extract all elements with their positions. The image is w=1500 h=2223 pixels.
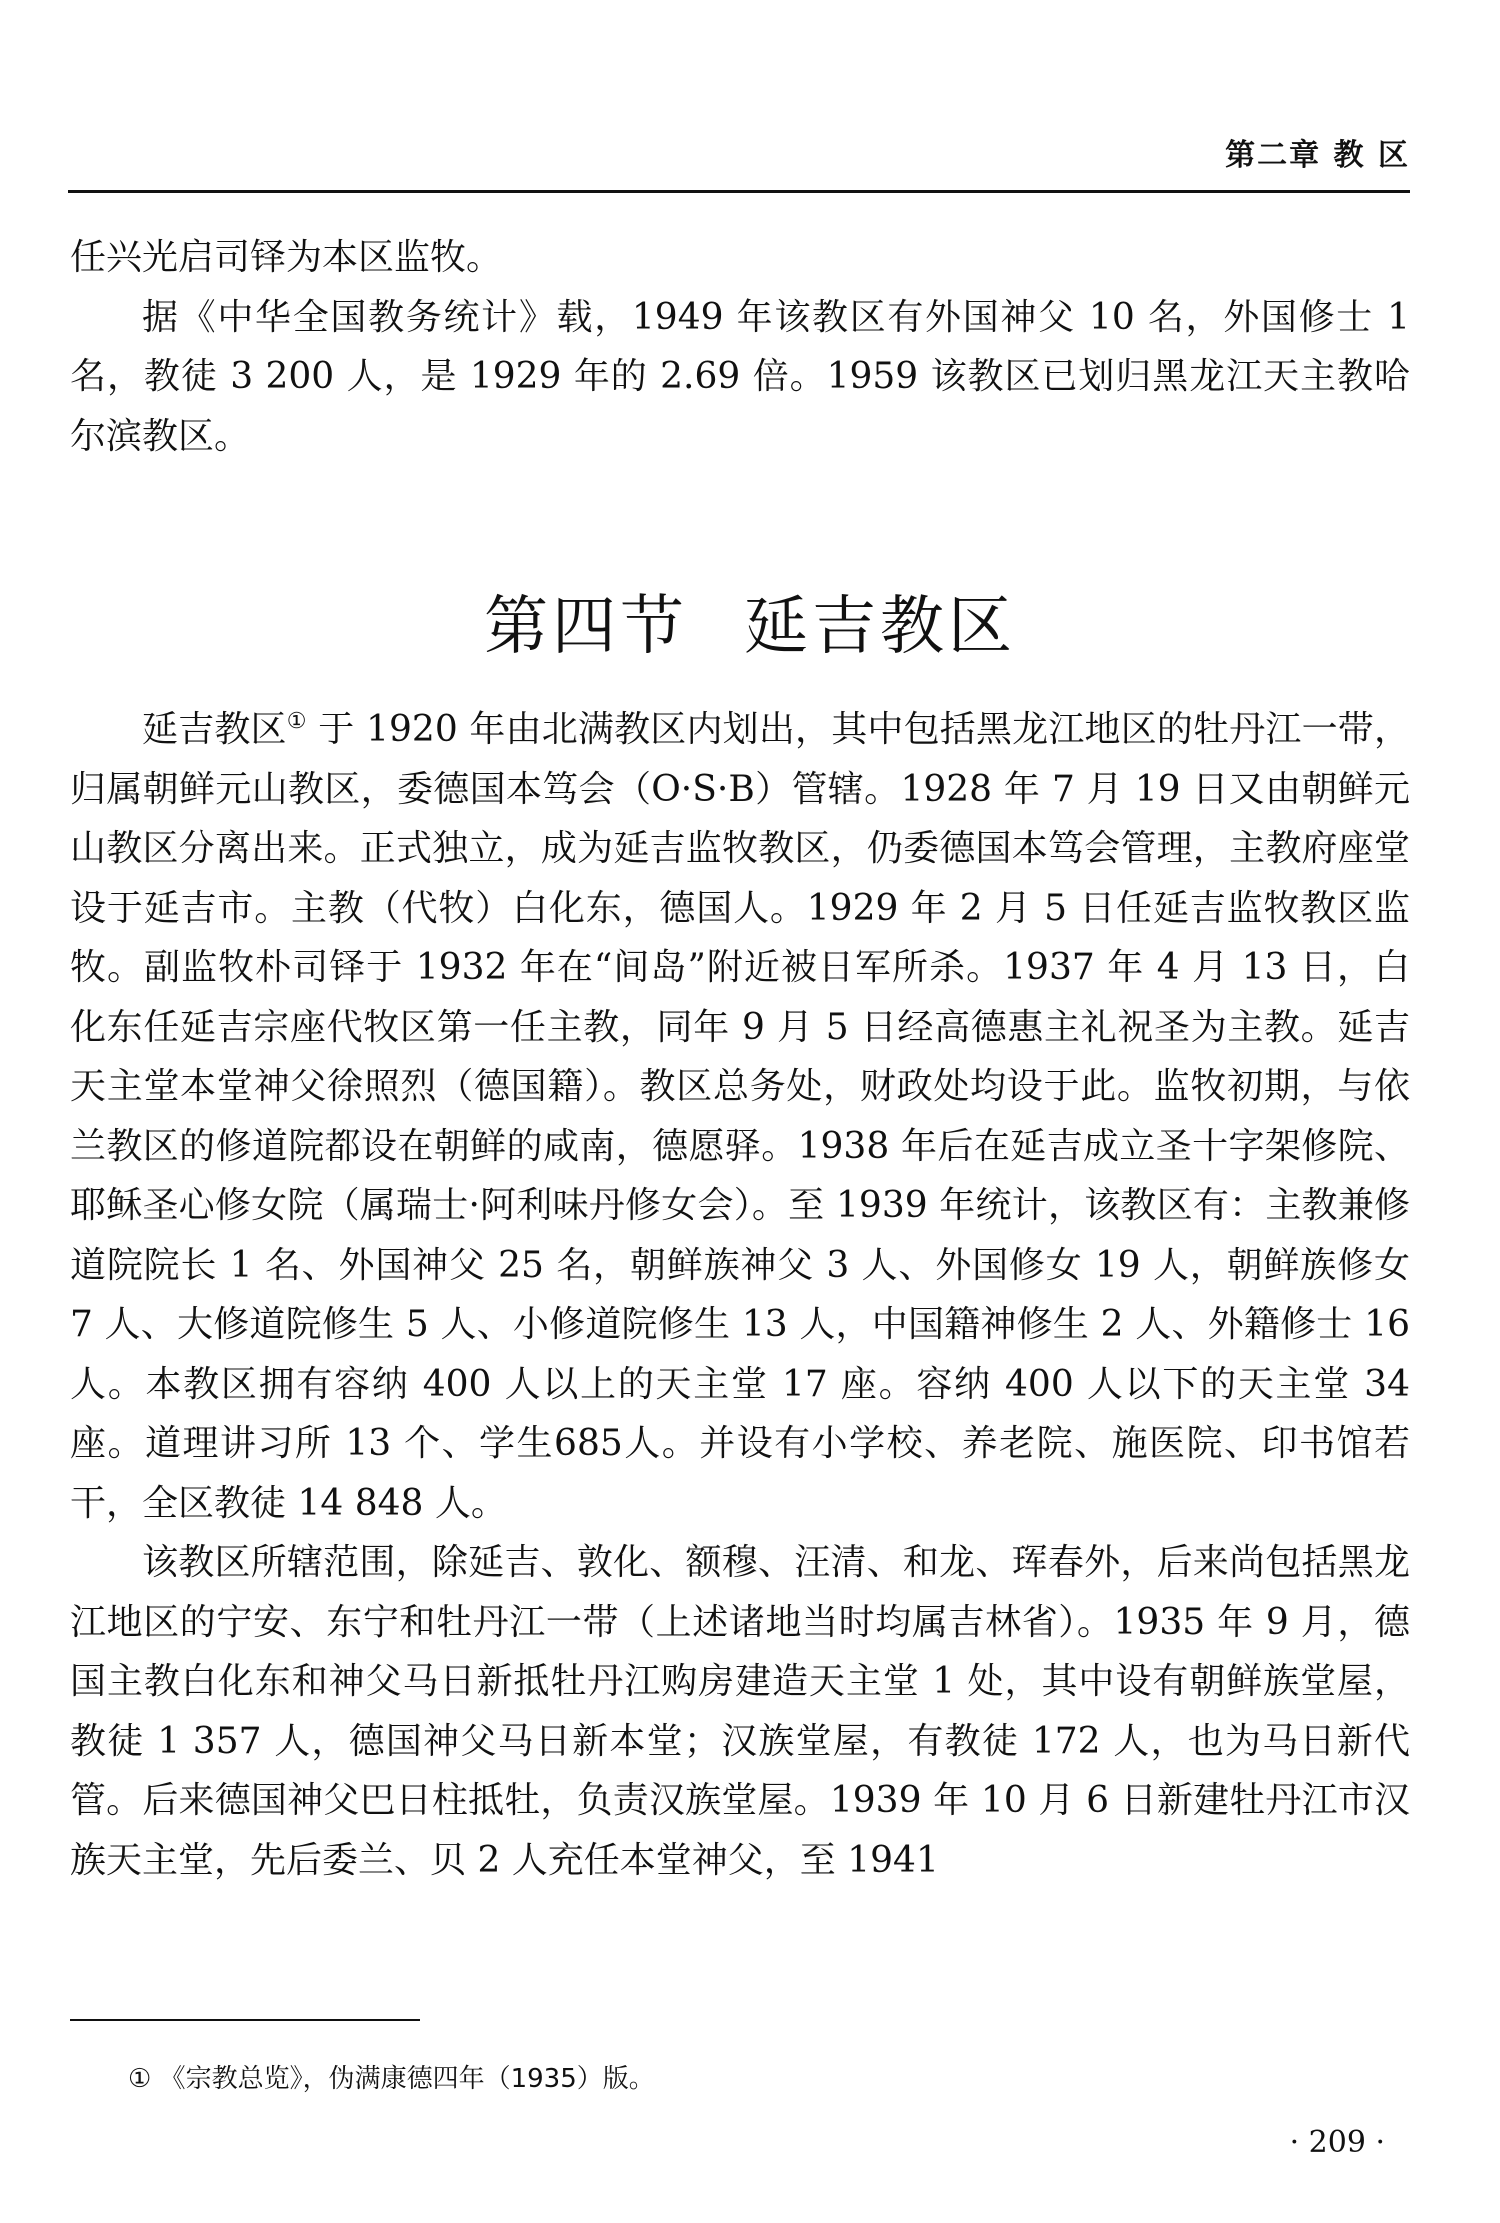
section-number: 第四节 [484, 590, 688, 664]
footnote [128, 2058, 655, 2095]
page-number: · 209 · [1289, 2125, 1385, 2160]
paragraph-statistics: 据《中华全国教务统计》载，1949 年该教区有外国神父 10 名，外国修士 1 名，教徒 3 200 人，是 1929 年的 2.69 倍。1959 该教区已划归黑龙江天主教哈尔滨教区。 [70, 296, 1410, 457]
running-header: 第二章 教 区 [1225, 138, 1410, 173]
paragraph-main [70, 700, 1410, 1533]
section-heading [0, 575, 1500, 667]
footnote-rule [70, 2019, 420, 2021]
header-rule [68, 190, 1410, 193]
paragraph-main-text: 于 1920 年由北满教区内划出，其中包括黑龙江地区的牡丹江一带，归属朝鲜元山教区，委德国本笃会（O·S·B）管辖。1928 年 7 月 19 日又由朝鲜元山教区分离出来。正式独立，成为延吉监牧教区，仍委德国本笃会管理，主教府座堂设于延吉市。主教（代牧）白化东，德国人。1929 年 2 月 5 日任延吉监牧教区监牧。副监牧朴司铎于 1932 年在“间岛”附近被日军所杀。1937 年 4 月 13 日，白化东任延吉宗座代牧区第一任主教，同年 9 月 5 日经高德惠主礼祝圣为主教。延吉天主堂本堂神父徐照烈（德国籍）。教区总务处，财政处均设于此。监牧初期，与依兰教区的修道院都设在朝鲜的咸南，德愿驿。1938 年后在延吉成立圣十字架修院、耶稣圣心修女院（属瑞士·阿利味丹修女会）。至 1939 年统计，该教区有：主教兼修道院院长 1 名、外国神父 25 名，朝鲜族神父 3 人、外国修女 19 人，朝鲜族修女 7 人、大修道院修生 5 人、小修道院修生 13 人，中国籍神修生 2 人、外籍修士 16 人。本教区拥有容纳 400 人以上的天主堂 17 座。容纳 400 人以下的天主堂 34 座。道理讲习所 13 个、学生685人。并设有小学校、养老院、施医院、印书馆若干，全区教徒 14 848 人。 [70, 709, 1410, 1524]
top-text-block [70, 228, 1410, 466]
footnote-ref[interactable]: ① [286, 709, 307, 734]
paragraph-continuation: 任兴光启司铎为本区监牧。 [70, 237, 503, 278]
main-text-block [70, 700, 1410, 1890]
paragraph-lead: 延吉教区 [142, 709, 287, 750]
footnote-mark: ① [128, 2064, 152, 2094]
section-title: 延吉教区 [744, 590, 1016, 664]
paragraph-jurisdiction: 该教区所辖范围，除延吉、敦化、额穆、汪清、和龙、珲春外，后来尚包括黑龙江地区的宁安、东宁和牡丹江一带（上述诸地当时均属吉林省）。1935 年 9 月，德国主教白化东和神父马日新抵牡丹江购房建造天主堂 1 处，其中设有朝鲜族堂屋，教徒 1 357 人，德国神父马日新本堂；汉族堂屋，有教徒 172 人，也为马日新代管。后来德国神父巴日柱抵牡，负责汉族堂屋。1939 年 10 月 6 日新建牡丹江市汉族天主堂，先后委兰、贝 2 人充任本堂神父，至 1941 [70, 1542, 1410, 1881]
footnote-text: 《宗教总览》，伪满康德四年（1935）版。 [159, 2064, 655, 2094]
